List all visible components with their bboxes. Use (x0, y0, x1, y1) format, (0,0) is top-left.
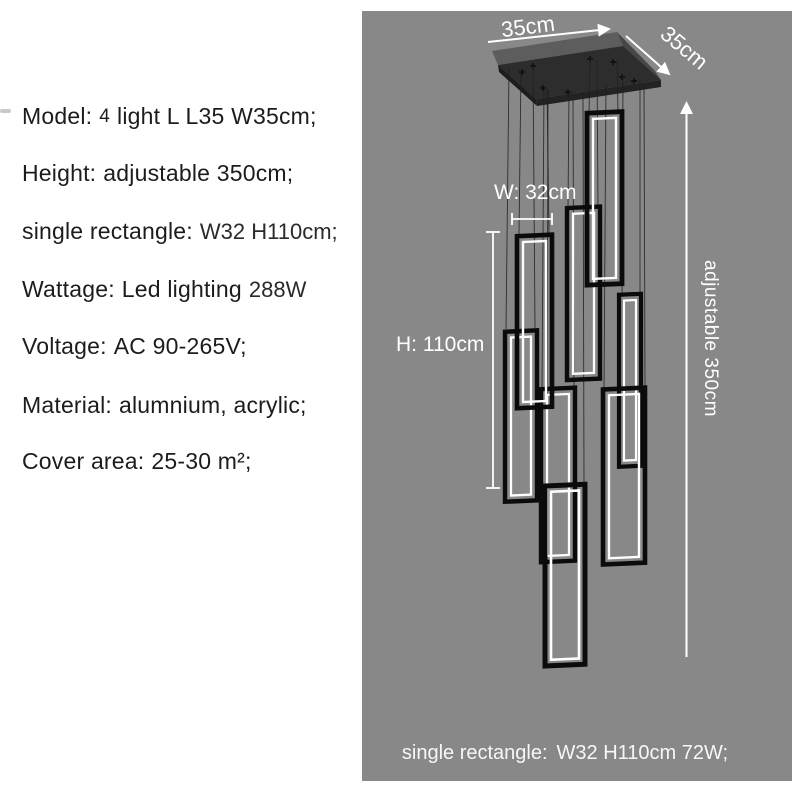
chandelier-illustration (362, 11, 792, 781)
spec-number: 4 (99, 106, 111, 127)
stray-mark (0, 109, 11, 113)
adjustable-height-label: adjustable 350cm (700, 260, 721, 417)
product-render-panel (362, 11, 792, 781)
width-bracket (512, 213, 552, 225)
spec-label: Wattage: (22, 276, 115, 302)
spec-label: Material: (22, 392, 112, 418)
led-frame (505, 330, 537, 501)
led-frame (545, 484, 585, 666)
canopy-width-label: 35cm (499, 10, 557, 43)
spec-line-model (22, 103, 317, 132)
spec-line-material (22, 392, 307, 418)
spec-value: alumnium, acrylic; (119, 392, 307, 418)
ceiling-canopy (492, 32, 661, 106)
spec-value: 25-30 m²; (151, 448, 252, 474)
spec-line-height (22, 160, 293, 186)
spec-column (0, 0, 362, 800)
panel-caption (362, 742, 768, 765)
spec-line-voltage (22, 333, 247, 359)
spec-value: light L L35 W35cm; (117, 103, 317, 129)
height-bracket (486, 232, 500, 488)
spec-value: Led lighting (121, 276, 242, 302)
canopy-depth-label: 35cm (655, 20, 713, 75)
spec-label: single rectangle: (22, 218, 193, 244)
spec-line-single-rectangle (22, 218, 338, 245)
spec-value-watt: 288W (248, 277, 307, 302)
spec-line-wattage (22, 276, 306, 303)
spec-value: adjustable 350cm; (103, 160, 294, 186)
caption-value: W32 H110cm 72W; (556, 742, 729, 764)
rect-width-label: W: 32cm (494, 181, 577, 204)
spec-label: Cover area: (22, 448, 145, 474)
rect-height-label: H: 110cm (396, 333, 485, 356)
spec-label: Model: (22, 103, 93, 129)
spec-line-cover-area (22, 448, 252, 474)
spec-label: Voltage: (22, 333, 107, 359)
spec-label: Height: (22, 160, 97, 186)
caption-label: single rectangle: (401, 742, 548, 764)
led-frame (619, 294, 641, 467)
spec-value: AC 90-265V; (113, 333, 247, 359)
spec-value: W32 H110cm; (199, 219, 338, 244)
